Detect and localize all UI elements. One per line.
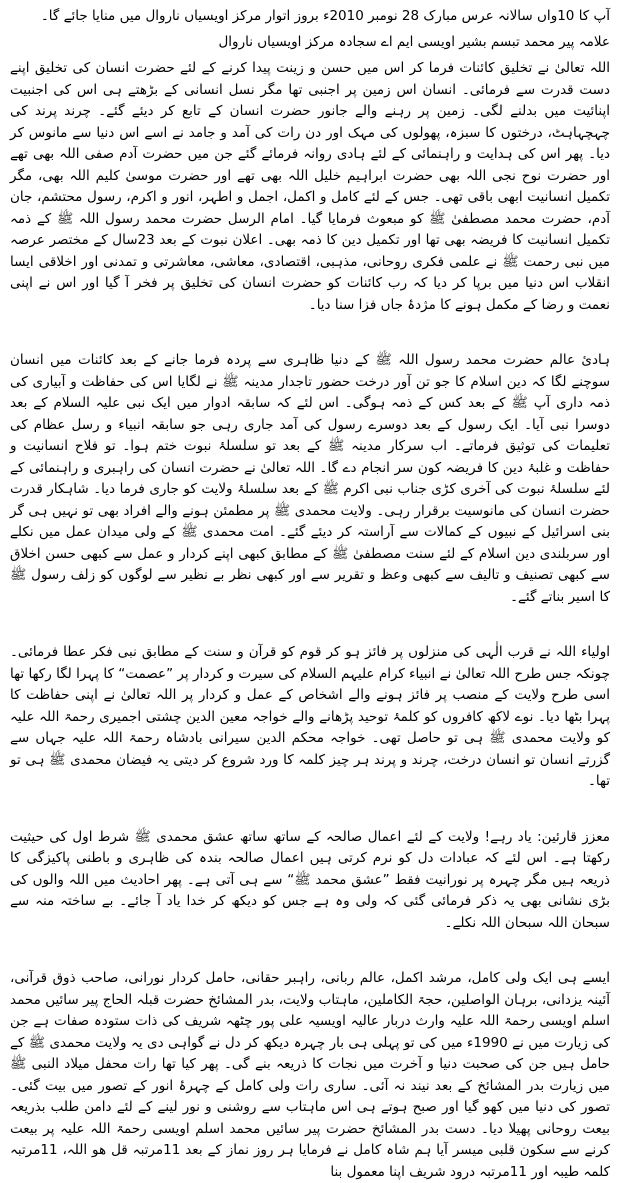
author-byline: علامہ پیر محمد تبسم بشیر اویسی ایم اے سجادہ مرکز اویسیاں ناروال: [218, 34, 610, 50]
paragraph-readers-note: معزز قارئین: یاد رہے! ولایت کے لئے اعمال صالحہ کے ساتھ ساتھ عشق محمدی ﷺ شرط اول کی حیثیت رکھتا ہے۔ اس لئے کہ عبادات دل کو نرم کرتی ہیں اعمال صالحہ بندہ کی ظاہری و باطنی پاکیزگی کا ذریعہ ہیں مگر چہرہ پر نورانیت فقط ”عشق محمد ﷺ“ سے ہی آتی ہے۔ پھر احادیث میں اللہ والوں کی بڑی نشانی بھی یہ ذکر فرمائی گئی کہ ولی وہ ہے جس کو دیکھ کر خدا یاد آ جائے۔ بے ساختہ منہ سے سبحان اللہ سبحان اللہ نکلے۔: [10, 828, 610, 931]
announcement-title: آپ کا 10واں سالانہ عرس مبارک 28 نومبر 2010ء بروز اتوار مرکز اویسیاں ناروال میں منایا جائے گا۔: [40, 8, 610, 24]
paragraph-murshid: ایسے ہی ایک ولی کامل، مرشد اکمل، عالم ربانی، راہبر حقانی، حامل کردار نورانی، صاحب ذوق قرآنی، آئینہ یزدانی، برہان الواصلین، حجۃ الکاملین، ماہتاب ولایت، بدر المشائخ حضرت قبلہ الحاج پیر سائیں محمد اسلم اویسی رحمۃ اللہ علیہ وارث دربار عالیہ اویسیہ علی پور چٹھہ شریف کی ذات ستودہ صفات ہے جن کی زیارت میں نے 1990ء میں کی تو پہلی ہی بار چہرہ دیکھ کر دل نے گواہی دی یہ ولایت محمدی ﷺ کے حامل ہیں جن کی صحبت دنیا و آخرت میں نجات کا ذریعہ بنے گی۔ پھر کیا تھا رات محفل میلاد النبی ﷺ میں زیارت بدر المشائخ کے بعد نیند نہ آئی۔ ساری رات ولی کامل کے چہرۂ انور کے تصور میں بیت گئی۔ تصور کی دنیا میں کھو گیا اور صبح ہوتے ہی اس ماہتاب سے روشنی و نور لینے کے لئے دامن طلب بذریعہ بیعت روحانی پھیلا دیا۔ دست بدر المشائخ حضرت پیر سائیں محمد اسلم اویسی رحمۃ اللہ علیہ پر بیعت کرنے سے سکون قلبی میسر آیا ہم شاہ کامل نے فرمایا ہر روز نماز کے بعد 11مرتبہ قل ھو اللہ، 11مرتبہ کلمہ طیبہ اور 11مرتبہ درود شریف اپنا معمول بنا: [10, 970, 610, 1180]
paragraph-succession: ہادیٔ عالم حضرت محمد رسول اللہ ﷺ کے دنیا ظاہری سے پردہ فرما جانے کے بعد کائنات میں انسان سوچنے لگا کہ دین اسلام کا جو تن آور درخت حضور تاجدار مدینہ ﷺ نے لگایا اس کی حفاظت و آبیاری کی ذمہ داری آپ ﷺ کے بعد کس کے ذمہ ہوگی۔ اس لئے کہ سابقہ ادوار میں ایک نبی علیہ السلام کے بعد دوسرا نبی آیا۔ ایک رسول کے بعد دوسرے رسول کی آمد جاری رہی جو سابقہ انبیاء و رسل عظام کی تعلیمات کی توثیق فرماتے۔ اب سرکار مدینہ ﷺ کے بعد تو سلسلۂ نبوت ختم ہوا۔ تو فلاح انسانیت و حفاظت و غلبۂ دین کا فریضہ کون سر انجام دے گا۔ اللہ تعالیٰ نے حضرت انسان کی راہبری و راہنمائی کے لئے سلسلۂ نبوت کی آخری کڑی جناب نبی اکرم ﷺ کے بعد سلسلۂ ولایت کو جاری فرما دیا۔ شاہکار قدرت حضرت انسان کی مانوسیت برقرار رہی۔ ولایت محمدی ﷺ پر مطمئن ہونے والے افراد بھی تو نہیں ہی گر بنی اسرائیل کے نبیوں کے کمالات سے آراستہ کر دیئے گئے۔ امت محمدی ﷺ کے ولی میدان عمل میں نکلے اور سربلندی دین اسلام کے لئے سنت مصطفیٰ ﷺ کے مطابق کبھی اپنے کردار و عمل سے کبھی حسن اخلاق سے کبھی تصنیف و تالیف سے کبھی وعظ و تقریر سے اور کبھی نظر بے نظیر سے لوگوں کو زلف رسول ﷺ کا اسیر بناتے گئے۔: [10, 352, 610, 605]
paragraph-gap: [10, 608, 610, 642]
paragraph-creation: اللہ تعالیٰ نے تخلیق کائنات فرما کر اس میں حسن و زینت پیدا کرنے کے لئے حضرت انسان کی تخلیق اپنے دست قدرت سے فرمائی۔ انسان اس زمین پر اجنبی تھا مگر نسل انسانی کے بڑھتے ہی اس کی اجنبیت اپنائیت میں بدلنے لگی۔ زمین پر رہنے والے جانور حضرت انسان کے تابع کر دیئے گئے۔ چرند پرند کی چہچہاہٹ، درختوں کا سبزہ، پھولوں کی مہک اور دن رات کی آمد و جامد نے اسے اس دنیا سے مانوس کر دیا۔ پھر اس کی ہدایت و راہنمائی کے لئے ہادی روانہ فرمائے گئے جن میں حضرت آدم صفی اللہ بھی تھے اور حضرت نوح نجی اللہ بھی حضرت ابراہیم خلیل اللہ بھی تھے اور حضرت موسیٰ کلیم اللہ بھی، مگر تکمیل انسانیت ابھی باقی تھی۔ جس کے لئے کامل و اکمل، اجمل و اطہر، انور و اکرم، رسول محتشم، جان آدم، حضرت محمد مصطفیٰ ﷺ کو مبعوث فرمایا گیا۔ امام الرسل حضرت محمد رسول اللہ ﷺ کے ذمہ تکمیل انسانیت کا فریضہ بھی تھا اور تکمیل دین کا ذمہ بھی۔ اعلان نبوت کے بعد 23سال کے مختصر عرصہ میں نبی رحمت ﷺ نے علمی فکری روحانی، مذہبی، اقتصادی، معاشی، معاشرتی و تمدنی اور اخلاقی ایسا انقلاب اس دنیا میں برپا کر دیا کہ رب کائنات کو حضرت انسان کی تخلیق پر فخر آ گیا اور اس نے اپنی نعمت و رضا کے مکمل ہونے کا مژدۂ جاں فزا سنا دیا۔: [10, 60, 611, 313]
paragraph-gap: [10, 316, 610, 350]
paragraph-gap: [10, 934, 610, 968]
paragraph-saints: اولیاء اللہ نے قرب الٰہی کی منزلوں پر فائز ہو کر قوم کو قرآن و سنت کے مطابق نبی فکر عطا فرمائی۔ چونکہ جس طرح اللہ تعالیٰ نے انبیاء کرام علیہم السلام کی سیرت و کردار پر ”عصمت“ کا پہرا لگا رکھا تھا اسی طرح ولایت کے منصب پر فائز ہونے والے اشخاص کے عمل و کردار پر اللہ تعالیٰ نے اپنی حفاظت کا پہرا بٹھا دیا۔ نوے لاکھ کافروں کو کلمۂ توحید پڑھانے والے خواجہ معین الدین چشتی اجمیری رحمۃ اللہ علیہ کو ولایت محمدی ﷺ ہی تو حاصل تھی۔ خواجہ محکم الدین سیرانی بادشاہ رحمۃ اللہ علیہ جہاں سے گزرتے انسان تو انسان درخت، چرند و پرند ہر چیز کلمہ کا ورد شروع کر دیتی یہ فیضان محمدی ﷺ ہی تو تھا۔: [10, 644, 610, 789]
paragraph-gap: [10, 793, 610, 827]
